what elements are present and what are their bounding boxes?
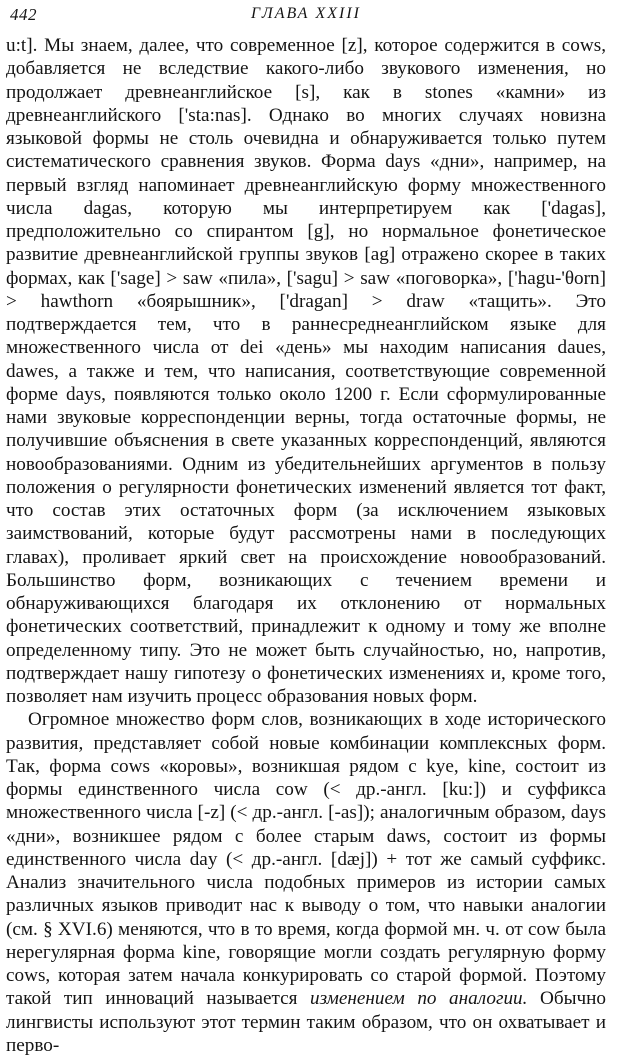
running-head: ГЛАВА XXIII xyxy=(251,5,361,22)
paragraph-continued: u:t]. Мы знаем, далее, что современное [z], которое содержится в cows, добавляется не вследствие какого-либо звукового изменения, но продолжает древнеанглийское [s], как в stones «камни» из древнеанглийского ['sta:nas]. Однако во многих случаях новизна языковой формы не столь очевидна и обнаруживается только путем систематического сравнения звуков. Форма days «дни», например, на первый взгляд напоминает древнеанглийскую форму множественного числа dagas, которую мы интерпретируем как ['dagas], предположительно со спирантом [g], но нормальное фонетическое развитие древнеанглийской группы звуков [ag] отражено скорее в таких формах, как ['sage] > saw «пила», ['sagu] > saw «поговорка», ['hagu-'θorn] > hawthorn «боярышник», ['dragan] > draw «тащить». Это подтверждается тем, что в раннесреднеанглийском языке для множественного числа от dei «день» мы находим написания daues, dawes, а также и тем, что написания, соответствующие современной форме days, появляются только около 1200 г. Если сформулированные нами звуковые корреспонденции верны, тогда остаточные формы, не получившие объяснения в свете указанных корреспонденций, являются новообразованиями. Одним из убедительнейших аргументов в пользу положения о регулярности фонетических изменений является тот факт, что состав этих остаточных форм (за исключением языковых заимствований, которые будут рассмотрены нами в последующих главах), проливает яркий свет на происхождение новообразований. Большинство форм, возникающих с течением времени и обнаруживающихся благодаря их отклонению от нормальных фонетических соответствий, принадлежит к одному и тому же вполне определенному типу. Это не может быть случайностью, но, напротив, подтверждает нашу гипотезу о фонетических изменениях и, кроме того, позволяет нам изучить процесс образования новых форм. xyxy=(6,35,606,707)
page-header xyxy=(6,0,606,34)
page-body xyxy=(6,34,606,1057)
paragraph-text-end: Обычно лингвисты используют этот термин таким образом, что он охватывает и перво- xyxy=(6,988,606,1056)
paragraph-analogy xyxy=(6,708,606,1057)
paragraph-text: Огромное множество форм слов, возникающих в ходе исторического развития, представляет собой новые комбинации комплексных форм. Так, форма cows «коровы», возникшая рядом с kye, kine, состоит из формы единственного числа cow (< др.-англ. [ku:]) и суффикса множественного числа [-z] (< др.-англ. [-as]); аналогичным образом, days «дни», возникшее рядом с более старым daws, состоит из формы единственного числа day (< др.-англ. [dæj]) + тот же самый суффикс. Анализ значительного числа подобных примеров из истории самых различных языков приводит нас к выводу о том, что навыки аналогии (см. § XVI.6) меняются, что в то время, когда формой мн. ч. от cow была нерегулярная форма kine, говорящие могли создать регулярную форму cows, которая затем начала конкурировать со старой формой. Поэтому такой тип инноваций называется xyxy=(6,709,606,1010)
page-number: 442 xyxy=(10,5,37,24)
italic-term: изменением по аналогии. xyxy=(310,988,528,1010)
